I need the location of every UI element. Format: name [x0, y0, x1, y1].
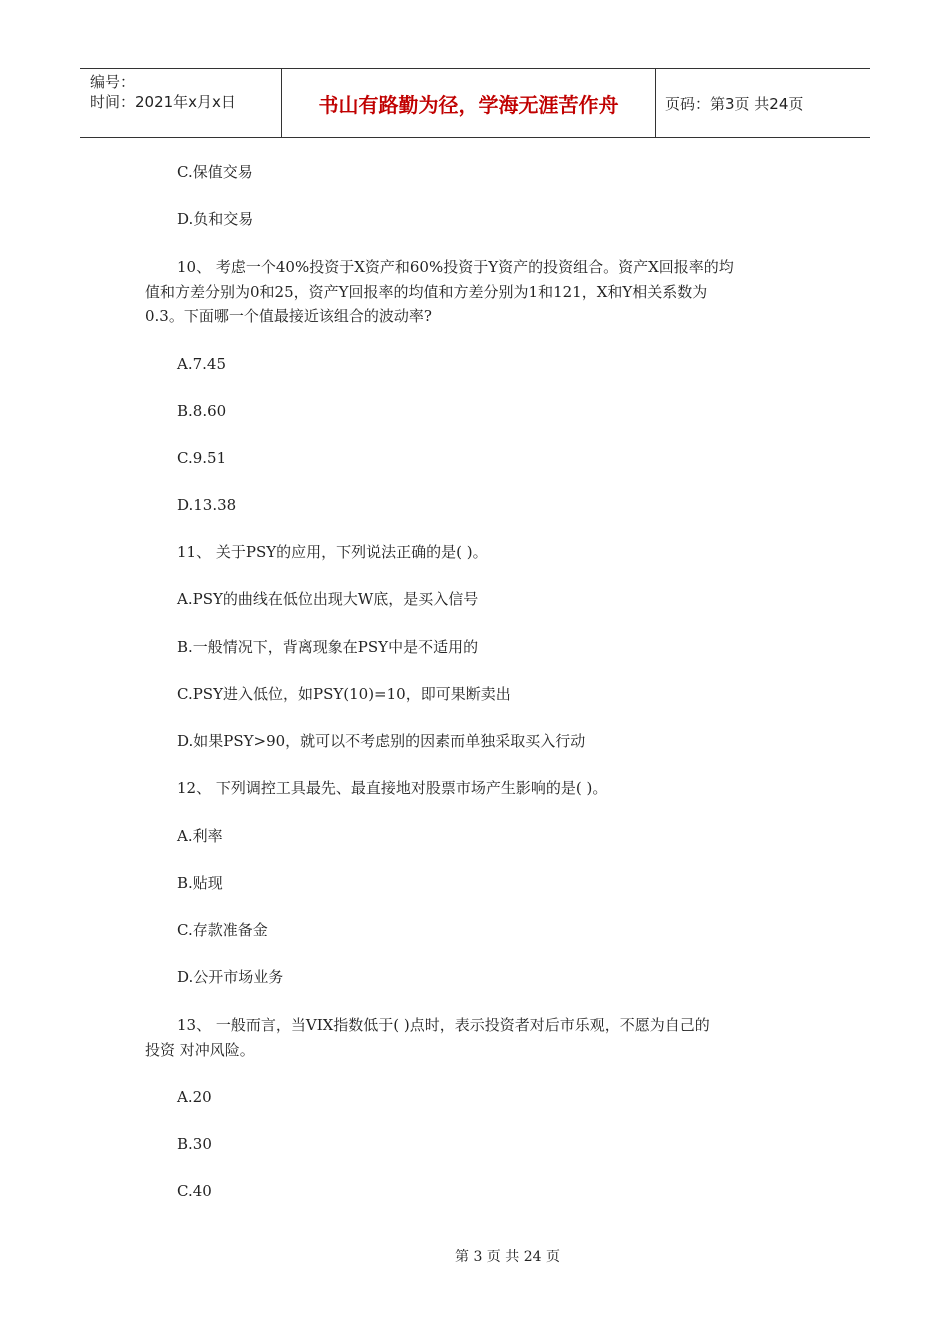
q10-stem-line1: 10、 考虑一个40%投资于X资产和60%投资于Y资产的投资组合。资产X回报率的均 — [177, 258, 734, 276]
q10-option-a: A.7.45 — [177, 355, 226, 373]
q12-option-a: A.利率 — [177, 827, 223, 845]
q11-option-d: D.如果PSY>90，就可以不考虑别的因素而单独采取买入行动 — [177, 732, 586, 750]
q11-stem: 11、 关于PSY的应用，下列说法正确的是( )。 — [177, 543, 488, 561]
q11-option-b: B.一般情况下，背离现象在PSY中是不适用的 — [177, 638, 479, 656]
q11-option-c: C.PSY进入低位，如PSY(10)=10，即可果断卖出 — [177, 685, 511, 703]
q11-option-a: A.PSY的曲线在低位出现大W底，是买入信号 — [177, 590, 479, 608]
header-page-label: 页码：第3页 共24页 — [665, 94, 804, 113]
q13-stem-line2: 投资 对冲风险。 — [145, 1041, 255, 1059]
page-header — [80, 68, 870, 138]
header-motto: 书山有路勤为径，学海无涯苦作舟 — [281, 69, 656, 137]
page-footer: 第 3 页 共 24 页 — [455, 1249, 560, 1265]
q13-option-c: C.40 — [177, 1182, 212, 1200]
q10-option-d: D.13.38 — [177, 496, 237, 514]
q10-stem-line3: 0.3。下面哪一个值最接近该组合的波动率? — [145, 307, 432, 325]
doc-number-label: 编号： — [90, 73, 136, 91]
q9-option-c: C.保值交易 — [177, 163, 253, 181]
header-info — [80, 69, 280, 137]
q10-stem-line2: 值和方差分别为0和25，资产Y回报率的均值和方差分别为1和121，X和Y相关系数为 — [145, 283, 708, 301]
q10-option-c: C.9.51 — [177, 449, 227, 467]
q12-option-b: B.贴现 — [177, 874, 223, 892]
q13-option-b: B.30 — [177, 1135, 212, 1153]
q9-option-d: D.负和交易 — [177, 210, 254, 228]
q10-option-b: B.8.60 — [177, 402, 227, 420]
q12-stem: 12、 下列调控工具最先、最直接地对股票市场产生影响的是( )。 — [177, 779, 608, 797]
q13-option-a: A.20 — [177, 1088, 212, 1106]
doc-time-label: 时间：2021年x月x日 — [90, 93, 236, 111]
q12-option-d: D.公开市场业务 — [177, 968, 284, 986]
q12-option-c: C.存款准备金 — [177, 921, 268, 939]
q13-stem-line1: 13、 一般而言，当VIX指数低于( )点时，表示投资者对后市乐观，不愿为自己的 — [177, 1016, 710, 1034]
